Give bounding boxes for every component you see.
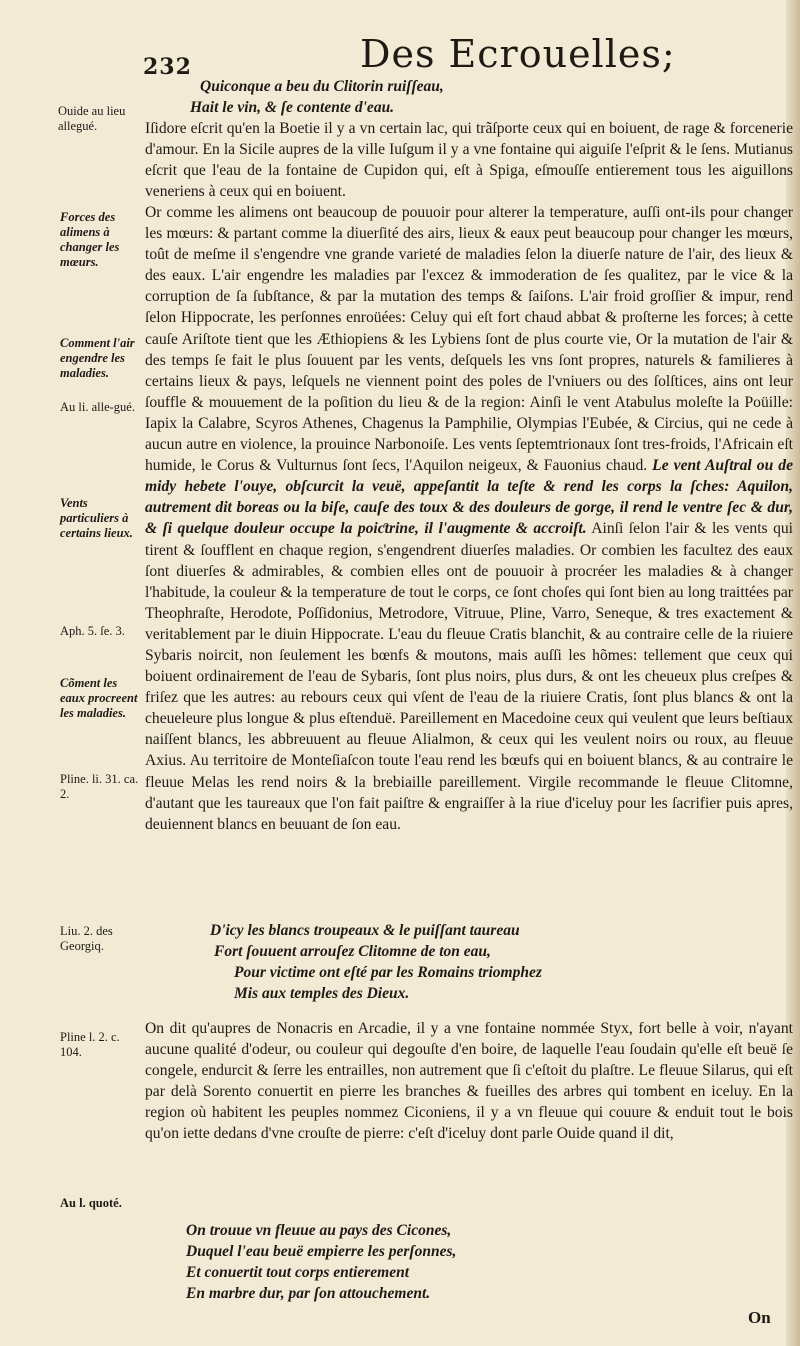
margin-note: Liu. 2. des Georgiq. (60, 924, 113, 953)
running-title: Des Ecrouelles; (360, 32, 676, 76)
verse-line: On trouue vn fleuue au pays des Cicones, (186, 1222, 452, 1239)
paragraph-isidore (145, 118, 793, 202)
margin-note: Ouide au lieu allegué. (58, 104, 126, 133)
verse-quotation-2 (210, 920, 542, 1004)
paragraph-text: On dit qu'aupres de Nonacris en Arcadie, il y a vne fontaine nommée Styx, fort belle à voir, n'ayant aucune qualité d'odeur, ou couleur qui degouſte d'en boire, de laquelle l'eau ſoudain qu'elle eſt beuë ſe congele, endurcit & ſerre les entrailles, non autrement que ſi c'eſtoit du plaſtre. Le fleuue Silarus, qui eſt par delà Sorento conuertit en pierre les branches & fueilles des arbres qui tombent en iceluy. En la region où habitent les peuples nommez Ciconiens, il y a vn fleuue qui couure & enduit tout le bois qu'on iette dedans d'vne crouſte de pierre: c'eſt d'iceluy dont parle Ouide quand il dit, (145, 1020, 793, 1143)
verse-line: Duquel l'eau beuë empierre les perſonnes, (186, 1243, 457, 1260)
margin-note: Forces des alimens à changer les mœurs. (60, 210, 120, 269)
verse-quotation-3 (186, 1220, 456, 1304)
paragraph-roman: Or comme les alimens ont beaucoup de pouuoir pour alterer la temperature, auſſi ont-ils pour changer les mœurs: & partant comme la diuerſité des airs, lieux & eaux peut beaucoup pour changer les mœurs, toût de meſme il s'engendre vne grande varieté de maladies ſelon la diuerſe nature de l'air, des lieux & des eaux. L'air engendre les maladies par l'excez & immoderation de ſes qualitez, par le vice & la corruption de ſa ſubſtance, & par la mutation des temps & ſaiſons. L'air froid groſſier & impur, rend ſelon Hippocrate, les perſonnes enroüées: Celuy qui eſt fort chaud abbat & proſterne les forces; à cette cauſe Ariſtote tient que les Æthiopiens & les Lybiens ſont de plus courte vie, Or la mutation de l'air & des temps ſe fait le plus ſouuent par les vents, deſquels les vns ſont propres, naturels & familieres à certains lieux & pays, leſquels ne viennent point des poles de l'vniuers ou des ſolſtices, ains ont leur ſouffle & mouuement de la poſition du lieu & de la region: Ainſi le vent Atabulus moleſte la Poüille: Iapix la Calabre, Scyros Athenes, Chagenus la Pamphilie, Olympias l'Eubée, & Circius, qui ne cede à aucun autre en violence, la prouince Narbonoiſe. Les vents ſeptemtrionaux ſont tres-froids, l'Africain eſt humide, le Corus & Vulturnus ſont ſecs, l'Aquilon neigeux, & Fauonius chaud. (145, 204, 793, 475)
page-number: 232 (143, 54, 192, 80)
margin-note: Vents particuliers à certains lieux. (60, 496, 133, 540)
margin-note: Pline l. 2. c. 104. (60, 1030, 120, 1059)
verse-line: Mis aux temples des Dieux. (234, 985, 410, 1002)
paragraph-styx (145, 1018, 793, 1145)
margin-note: Au li. alle-gué. (60, 400, 135, 414)
paragraph-italic-quote: Le vent Auſtral ou de midy hebete l'ouye, obſcurcit la veuë, appeſantit la teſte & rend les corps la ſches: Aquilon, autrement dit boreas ou la biſe, cauſe des toux & des douleurs de gorge, il rend le ventre ſec & dur, & ſi quelque douleur occupe la poiƈtrine, il l'augmente & accroiſt. (145, 457, 793, 538)
margin-note: Pline. li. 31. ca. 2. (60, 772, 139, 801)
verse-line: Fort ſouuent arrouſez Clitomne de ton eau, (214, 943, 491, 960)
paragraph-alimens (145, 202, 793, 835)
margin-note: Comment l'air engendre les maladies. (60, 336, 135, 380)
margin-note: Aph. 5. ſe. 3. (60, 624, 125, 638)
verse-line: Quiconque a beu du Clitorin ruiſſeau, (200, 78, 444, 95)
margin-note: Cõment les eaux procreent les maladies. (60, 676, 138, 720)
paragraph-text: Iſidore eſcrit qu'en la Boetie il y a vn certain lac, qui trãſporte ceux qui en boiuent, de rage & forcenerie d'amour. En la Sicile aupres de la ville Iuſgum il y a vne fontaine qui aiguiſe l'eſprit & le ſens. Mutianus eſcrit que l'eau de la fontaine de Cupidon qui, eſt à Spiga, eſmouſſe entierement tous les aiguillons veneriens à ceux qui en boiuent. (145, 120, 793, 201)
catchword: On (748, 1308, 771, 1327)
paragraph-roman-end: Ainſi ſelon l'air & les vents qui tirent & ſoufflent en chaque region, s'engendrent diuerſes maladies. Or combien les facultez des eaux ſont diuerſes & admirables, & combien elles ont de pouuoir à procréer les maladies & à changer l'habitude, la couleur & la temperature de tout le corps, ce ſont choſes qui ſont bien au long traittées par Theophraſte, Herodote, Poſſidonius, Metrodore, Vitruue, Pline, Varro, Seneque, & tres exactement & veritablement par le diuin Hippocrate. L'eau du fleuue Cratis blanchit, & au contraire celle de la riuiere Sybaris noircit, non ſeulement les bœnfs & moutons, mais auſſi les hõmes: tellement que ceux qui boiuent ordinairement de l'eau de Sybaris, ſont plus noirs, plus durs, & ont les cheueux plus creſpes & friſez que les autres: au rebours ceux qui vſent de l'eau de la riuiere Cratis, ſont plus blancs & ont la cheueleure plus longue & plus eſtenduë. Pareillement en Macedoine ceux qui veulent que leurs beſtiaux naiſſent blancs, les abbreuuent au fleuue Alialmon, & ceux qui les veulent noirs ou roux, au fleuue Axius. Au territoire de Monteſiaſcon toute l'eau rend les bœufs qui en boiuent blancs, & au contraire le fleuue Melas les rend noirs & la brebiaille pareillement. Virgile recommande le fleuue Clitomne, d'autant que les taureaux que l'on fait paiſtre & engraiſſer à la riue d'iceluy pour les ſacrifier puis apres, deuiennent blancs en beuuant de ſon eau. (145, 520, 793, 833)
verse-line: Et conuertit tout corps entierement (186, 1264, 410, 1281)
paragraph-text (145, 202, 793, 835)
verse-quotation-1 (190, 76, 444, 118)
verse-line: Pour victime ont eſté par les Romains triomphez (234, 964, 542, 981)
verse-line: Hait le vin, & ſe contente d'eau. (190, 99, 395, 116)
margin-note: Au l. quoté. (60, 1196, 122, 1210)
verse-line: En marbre dur, par ſon attouchement. (186, 1285, 431, 1302)
verse-line: D'icy les blancs troupeaux & le puiſſant taureau (210, 922, 520, 939)
